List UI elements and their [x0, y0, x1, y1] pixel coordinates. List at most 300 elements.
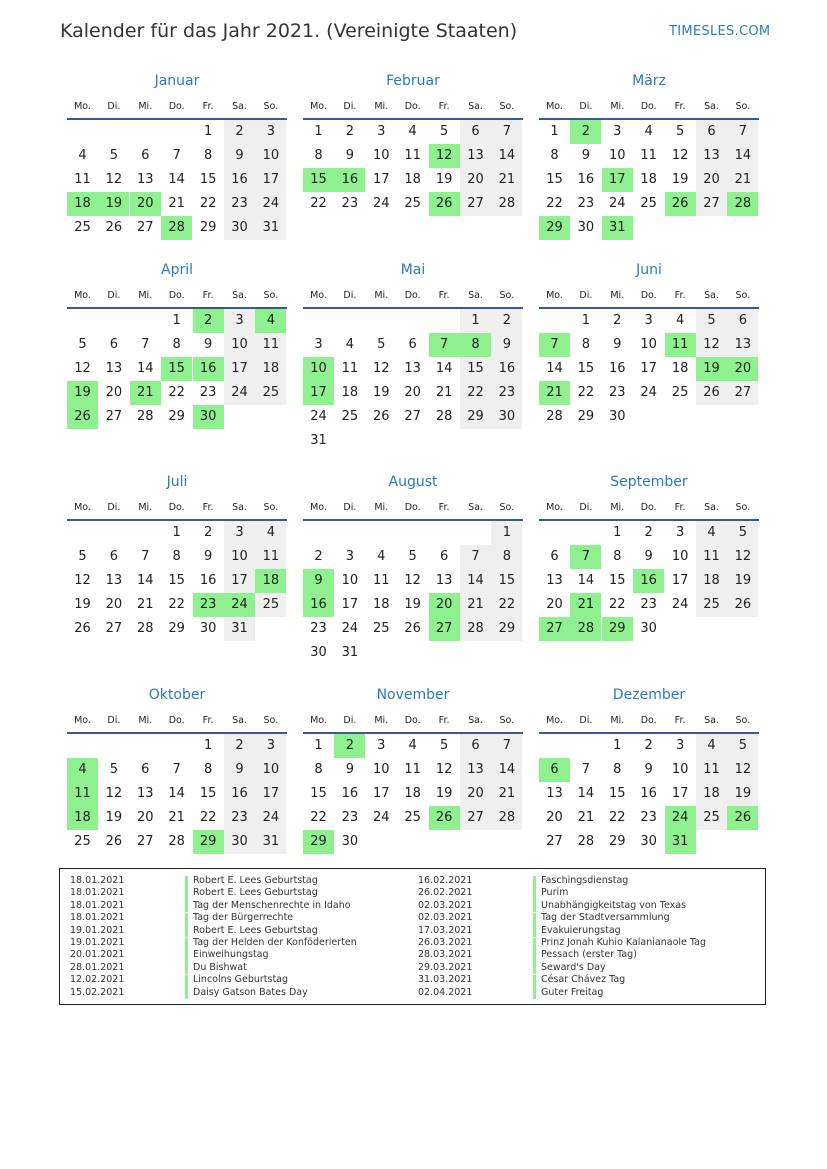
day-cell[interactable]: 30	[640, 621, 657, 636]
holiday-day-cell[interactable]: 28	[727, 192, 758, 216]
day-cell[interactable]: 13	[460, 144, 491, 168]
day-cell[interactable]: 13	[137, 786, 154, 801]
day-cell[interactable]: 25	[341, 409, 359, 424]
day-cell[interactable]: 22	[577, 385, 595, 400]
day-cell[interactable]: 26	[105, 220, 123, 235]
day-cell[interactable]: 11	[373, 573, 390, 588]
day-cell[interactable]: 28	[491, 192, 522, 216]
day-cell[interactable]: 8	[172, 549, 181, 564]
holiday-day-cell[interactable]: 18	[67, 192, 98, 216]
day-cell[interactable]: 31	[255, 216, 286, 240]
day-cell[interactable]: 3	[675, 525, 685, 540]
day-cell[interactable]: 17	[255, 168, 286, 192]
day-cell[interactable]: 16	[577, 172, 595, 187]
day-cell[interactable]: 1	[203, 124, 213, 139]
day-cell[interactable]: 14	[460, 569, 491, 593]
day-cell[interactable]: 5	[727, 734, 758, 758]
day-cell[interactable]: 11	[255, 333, 286, 357]
day-cell[interactable]: 18	[696, 569, 727, 593]
day-cell[interactable]: 10	[640, 337, 657, 352]
day-cell[interactable]: 24	[640, 385, 657, 400]
day-cell[interactable]: 13	[460, 758, 491, 782]
day-cell[interactable]: 6	[109, 549, 119, 564]
day-cell[interactable]: 14	[577, 573, 595, 588]
day-cell[interactable]: 27	[404, 409, 421, 424]
day-cell[interactable]: 6	[141, 762, 150, 777]
day-cell[interactable]: 13	[137, 172, 154, 187]
day-cell[interactable]: 15	[546, 172, 563, 187]
day-cell[interactable]: 18	[341, 385, 359, 400]
holiday-day-cell[interactable]: 28	[161, 216, 192, 240]
day-cell[interactable]: 6	[408, 337, 417, 352]
holiday-day-cell[interactable]: 26	[665, 192, 696, 216]
holiday-day-cell[interactable]: 15	[161, 357, 192, 381]
day-cell[interactable]: 4	[675, 313, 685, 328]
day-cell[interactable]: 23	[199, 385, 217, 400]
day-cell[interactable]: 31	[255, 830, 286, 854]
day-cell[interactable]: 3	[377, 738, 386, 753]
day-cell[interactable]: 3	[377, 124, 386, 139]
day-cell[interactable]: 4	[345, 337, 355, 352]
day-cell[interactable]: 28	[546, 409, 563, 424]
day-cell[interactable]: 11	[696, 545, 727, 569]
holiday-day-cell[interactable]: 26	[67, 405, 98, 429]
day-cell[interactable]: 2	[644, 738, 653, 753]
day-cell[interactable]: 30	[609, 409, 626, 424]
day-cell[interactable]: 28	[460, 617, 491, 641]
day-cell[interactable]: 13	[105, 361, 123, 376]
day-cell[interactable]: 29	[168, 621, 185, 636]
day-cell[interactable]: 17	[671, 573, 689, 588]
day-cell[interactable]: 19	[727, 782, 758, 806]
day-cell[interactable]: 15	[609, 573, 626, 588]
day-cell[interactable]: 23	[224, 192, 255, 216]
day-cell[interactable]: 24	[671, 597, 689, 612]
holiday-day-cell[interactable]: 20	[130, 192, 161, 216]
day-cell[interactable]: 29	[168, 409, 185, 424]
day-cell[interactable]: 6	[141, 148, 150, 163]
holiday-day-cell[interactable]: 27	[539, 617, 570, 641]
day-cell[interactable]: 26	[696, 381, 727, 405]
day-cell[interactable]: 29	[491, 617, 522, 641]
day-cell[interactable]: 21	[435, 385, 453, 400]
holiday-day-cell[interactable]: 16	[303, 593, 334, 617]
day-cell[interactable]: 1	[460, 309, 491, 333]
day-cell[interactable]: 17	[255, 782, 286, 806]
day-cell[interactable]: 7	[141, 337, 150, 352]
day-cell[interactable]: 15	[491, 569, 522, 593]
day-cell[interactable]: 16	[341, 786, 359, 801]
day-cell[interactable]: 16	[640, 786, 657, 801]
day-cell[interactable]: 4	[408, 124, 417, 139]
day-cell[interactable]: 3	[224, 521, 255, 545]
day-cell[interactable]: 19	[435, 172, 453, 187]
day-cell[interactable]: 7	[172, 148, 181, 163]
day-cell[interactable]: 5	[439, 124, 449, 139]
holiday-day-cell[interactable]: 31	[602, 216, 633, 240]
day-cell[interactable]: 8	[550, 148, 559, 163]
day-cell[interactable]: 3	[314, 337, 323, 352]
day-cell[interactable]: 12	[404, 573, 421, 588]
day-cell[interactable]: 31	[310, 433, 327, 448]
day-cell[interactable]: 27	[105, 409, 123, 424]
day-cell[interactable]: 30	[224, 830, 255, 854]
holiday-day-cell[interactable]: 17	[602, 168, 633, 192]
day-cell[interactable]: 25	[404, 196, 421, 211]
day-cell[interactable]: 18	[640, 172, 657, 187]
day-cell[interactable]: 16	[224, 782, 255, 806]
day-cell[interactable]: 8	[491, 545, 522, 569]
day-cell[interactable]: 29	[609, 834, 626, 849]
day-cell[interactable]: 1	[172, 313, 181, 328]
day-cell[interactable]: 28	[435, 409, 453, 424]
day-cell[interactable]: 12	[435, 762, 453, 777]
day-cell[interactable]: 3	[224, 309, 255, 333]
day-cell[interactable]: 20	[105, 597, 123, 612]
day-cell[interactable]: 17	[373, 786, 390, 801]
day-cell[interactable]: 14	[727, 144, 758, 168]
holiday-day-cell[interactable]: 6	[539, 758, 570, 782]
day-cell[interactable]: 27	[696, 192, 727, 216]
day-cell[interactable]: 28	[577, 834, 595, 849]
day-cell[interactable]: 10	[373, 148, 390, 163]
day-cell[interactable]: 14	[577, 786, 595, 801]
day-cell[interactable]: 14	[435, 361, 453, 376]
holiday-day-cell[interactable]: 15	[303, 168, 334, 192]
day-cell[interactable]: 23	[310, 621, 327, 636]
day-cell[interactable]: 3	[644, 313, 653, 328]
day-cell[interactable]: 24	[609, 196, 626, 211]
day-cell[interactable]: 26	[727, 593, 758, 617]
day-cell[interactable]: 4	[377, 549, 386, 564]
day-cell[interactable]: 30	[640, 834, 657, 849]
day-cell[interactable]: 25	[671, 385, 689, 400]
day-cell[interactable]: 2	[224, 734, 255, 758]
day-cell[interactable]: 1	[491, 521, 522, 545]
day-cell[interactable]: 18	[404, 172, 421, 187]
day-cell[interactable]: 20	[546, 597, 563, 612]
day-cell[interactable]: 5	[377, 337, 386, 352]
day-cell[interactable]: 14	[491, 144, 522, 168]
day-cell[interactable]: 14	[168, 172, 185, 187]
day-cell[interactable]: 9	[224, 144, 255, 168]
day-cell[interactable]: 25	[373, 621, 390, 636]
day-cell[interactable]: 14	[491, 758, 522, 782]
day-cell[interactable]: 13	[546, 573, 563, 588]
day-cell[interactable]: 5	[408, 549, 417, 564]
day-cell[interactable]: 25	[640, 196, 657, 211]
day-cell[interactable]: 22	[491, 593, 522, 617]
day-cell[interactable]: 1	[613, 738, 622, 753]
day-cell[interactable]: 11	[404, 148, 421, 163]
day-cell[interactable]: 27	[727, 381, 758, 405]
day-cell[interactable]: 24	[373, 196, 390, 211]
day-cell[interactable]: 22	[168, 385, 185, 400]
day-cell[interactable]: 12	[105, 172, 123, 187]
day-cell[interactable]: 10	[341, 573, 359, 588]
day-cell[interactable]: 19	[74, 597, 91, 612]
day-cell[interactable]: 18	[373, 597, 390, 612]
day-cell[interactable]: 14	[168, 786, 185, 801]
day-cell[interactable]: 29	[460, 405, 491, 429]
day-cell[interactable]: 7	[172, 762, 181, 777]
day-cell[interactable]: 25	[74, 834, 91, 849]
day-cell[interactable]: 12	[74, 361, 91, 376]
day-cell[interactable]: 28	[491, 806, 522, 830]
day-cell[interactable]: 25	[404, 810, 421, 825]
holiday-day-cell[interactable]: 19	[696, 357, 727, 381]
day-cell[interactable]: 11	[341, 361, 359, 376]
day-cell[interactable]: 23	[491, 381, 522, 405]
day-cell[interactable]: 4	[696, 521, 727, 545]
day-cell[interactable]: 12	[105, 786, 123, 801]
day-cell[interactable]: 4	[644, 124, 653, 139]
holiday-day-cell[interactable]: 30	[193, 405, 224, 429]
day-cell[interactable]: 12	[727, 545, 758, 569]
day-cell[interactable]: 23	[640, 810, 657, 825]
holiday-day-cell[interactable]: 28	[570, 617, 601, 641]
day-cell[interactable]: 19	[727, 569, 758, 593]
day-cell[interactable]: 24	[341, 621, 359, 636]
day-cell[interactable]: 18	[404, 786, 421, 801]
day-cell[interactable]: 9	[644, 549, 653, 564]
day-cell[interactable]: 28	[137, 409, 154, 424]
day-cell[interactable]: 10	[609, 148, 626, 163]
day-cell[interactable]: 12	[74, 573, 91, 588]
day-cell[interactable]: 29	[199, 220, 217, 235]
day-cell[interactable]: 7	[460, 545, 491, 569]
day-cell[interactable]: 21	[727, 168, 758, 192]
day-cell[interactable]: 26	[404, 621, 421, 636]
day-cell[interactable]: 11	[74, 172, 91, 187]
day-cell[interactable]: 9	[224, 758, 255, 782]
day-cell[interactable]: 22	[310, 196, 327, 211]
day-cell[interactable]: 9	[203, 549, 213, 564]
holiday-day-cell[interactable]: 10	[303, 357, 334, 381]
day-cell[interactable]: 17	[224, 357, 255, 381]
day-cell[interactable]: 15	[609, 786, 626, 801]
day-cell[interactable]: 10	[224, 333, 255, 357]
day-cell[interactable]: 20	[460, 168, 491, 192]
day-cell[interactable]: 4	[408, 738, 417, 753]
day-cell[interactable]: 6	[727, 309, 758, 333]
day-cell[interactable]: 10	[373, 762, 390, 777]
day-cell[interactable]: 24	[373, 810, 390, 825]
holiday-day-cell[interactable]: 7	[539, 333, 570, 357]
holiday-day-cell[interactable]: 27	[429, 617, 460, 641]
day-cell[interactable]: 9	[491, 333, 522, 357]
day-cell[interactable]: 26	[74, 621, 91, 636]
holiday-day-cell[interactable]: 24	[665, 806, 696, 830]
day-cell[interactable]: 12	[727, 758, 758, 782]
holiday-day-cell[interactable]: 7	[429, 333, 460, 357]
day-cell[interactable]: 24	[310, 409, 327, 424]
day-cell[interactable]: 28	[137, 621, 154, 636]
day-cell[interactable]: 22	[460, 381, 491, 405]
day-cell[interactable]: 2	[203, 525, 213, 540]
day-cell[interactable]: 20	[696, 168, 727, 192]
day-cell[interactable]: 14	[137, 573, 154, 588]
day-cell[interactable]: 11	[640, 148, 657, 163]
day-cell[interactable]: 7	[141, 549, 150, 564]
day-cell[interactable]: 13	[696, 144, 727, 168]
holiday-day-cell[interactable]: 16	[334, 168, 365, 192]
day-cell[interactable]: 1	[314, 124, 323, 139]
day-cell[interactable]: 21	[577, 810, 595, 825]
holiday-day-cell[interactable]: 29	[193, 830, 224, 854]
day-cell[interactable]: 13	[546, 786, 563, 801]
holiday-day-cell[interactable]: 2	[193, 309, 224, 333]
day-cell[interactable]: 22	[609, 810, 626, 825]
day-cell[interactable]: 3	[255, 120, 286, 144]
day-cell[interactable]: 10	[671, 762, 689, 777]
holiday-day-cell[interactable]: 24	[224, 593, 255, 617]
holiday-day-cell[interactable]: 29	[303, 830, 334, 854]
day-cell[interactable]: 19	[435, 786, 453, 801]
day-cell[interactable]: 21	[137, 597, 154, 612]
day-cell[interactable]: 15	[460, 357, 491, 381]
day-cell[interactable]: 29	[577, 409, 595, 424]
day-cell[interactable]: 18	[255, 357, 286, 381]
holiday-day-cell[interactable]: 4	[255, 309, 286, 333]
day-cell[interactable]: 12	[696, 333, 727, 357]
holiday-day-cell[interactable]: 11	[665, 333, 696, 357]
day-cell[interactable]: 20	[546, 810, 563, 825]
holiday-day-cell[interactable]: 26	[727, 806, 758, 830]
holiday-day-cell[interactable]: 21	[130, 381, 161, 405]
day-cell[interactable]: 22	[546, 196, 563, 211]
day-cell[interactable]: 3	[613, 124, 622, 139]
day-cell[interactable]: 9	[581, 148, 591, 163]
day-cell[interactable]: 5	[696, 309, 727, 333]
day-cell[interactable]: 25	[255, 593, 286, 617]
day-cell[interactable]: 13	[435, 573, 453, 588]
day-cell[interactable]: 9	[613, 337, 622, 352]
day-cell[interactable]: 19	[373, 385, 390, 400]
day-cell[interactable]: 1	[203, 738, 213, 753]
day-cell[interactable]: 21	[491, 168, 522, 192]
day-cell[interactable]: 20	[404, 385, 421, 400]
day-cell[interactable]: 2	[345, 124, 355, 139]
holiday-day-cell[interactable]: 16	[193, 357, 224, 381]
day-cell[interactable]: 4	[696, 734, 727, 758]
day-cell[interactable]: 10	[255, 144, 286, 168]
day-cell[interactable]: 24	[224, 381, 255, 405]
day-cell[interactable]: 8	[314, 762, 323, 777]
day-cell[interactable]: 17	[373, 172, 390, 187]
day-cell[interactable]: 22	[199, 810, 217, 825]
day-cell[interactable]: 23	[609, 385, 626, 400]
day-cell[interactable]: 3	[345, 549, 355, 564]
day-cell[interactable]: 2	[224, 120, 255, 144]
day-cell[interactable]: 17	[224, 569, 255, 593]
holiday-day-cell[interactable]: 26	[429, 806, 460, 830]
day-cell[interactable]: 11	[255, 545, 286, 569]
day-cell[interactable]: 9	[644, 762, 653, 777]
day-cell[interactable]: 22	[609, 597, 626, 612]
holiday-day-cell[interactable]: 20	[727, 357, 758, 381]
day-cell[interactable]: 9	[345, 148, 355, 163]
day-cell[interactable]: 16	[609, 361, 626, 376]
day-cell[interactable]: 15	[168, 573, 185, 588]
holiday-day-cell[interactable]: 16	[633, 569, 664, 593]
day-cell[interactable]: 23	[341, 810, 359, 825]
holiday-day-cell[interactable]: 20	[429, 593, 460, 617]
day-cell[interactable]: 18	[696, 782, 727, 806]
day-cell[interactable]: 10	[671, 549, 689, 564]
day-cell[interactable]: 16	[224, 168, 255, 192]
day-cell[interactable]: 31	[341, 645, 359, 660]
day-cell[interactable]: 28	[168, 834, 185, 849]
day-cell[interactable]: 3	[675, 738, 685, 753]
day-cell[interactable]: 27	[137, 220, 154, 235]
day-cell[interactable]: 25	[696, 806, 727, 830]
day-cell[interactable]: 22	[199, 196, 217, 211]
day-cell[interactable]: 13	[404, 361, 421, 376]
holiday-day-cell[interactable]: 19	[98, 192, 129, 216]
day-cell[interactable]: 20	[105, 385, 123, 400]
day-cell[interactable]: 6	[696, 120, 727, 144]
day-cell[interactable]: 7	[581, 762, 591, 777]
day-cell[interactable]: 25	[696, 593, 727, 617]
holiday-day-cell[interactable]: 11	[67, 782, 98, 806]
day-cell[interactable]: 27	[137, 834, 154, 849]
day-cell[interactable]: 15	[310, 786, 327, 801]
holiday-day-cell[interactable]: 29	[539, 216, 570, 240]
day-cell[interactable]: 19	[105, 810, 123, 825]
day-cell[interactable]: 19	[404, 597, 421, 612]
day-cell[interactable]: 14	[546, 361, 563, 376]
day-cell[interactable]: 8	[314, 148, 323, 163]
day-cell[interactable]: 27	[460, 192, 491, 216]
day-cell[interactable]: 13	[727, 333, 758, 357]
day-cell[interactable]: 30	[491, 405, 522, 429]
holiday-day-cell[interactable]: 17	[303, 381, 334, 405]
holiday-day-cell[interactable]: 7	[570, 545, 601, 569]
day-cell[interactable]: 31	[224, 617, 255, 641]
day-cell[interactable]: 25	[255, 381, 286, 405]
day-cell[interactable]: 6	[439, 549, 449, 564]
day-cell[interactable]: 2	[644, 525, 653, 540]
holiday-day-cell[interactable]: 23	[193, 593, 224, 617]
day-cell[interactable]: 2	[314, 549, 323, 564]
day-cell[interactable]: 3	[255, 734, 286, 758]
day-cell[interactable]: 12	[373, 361, 390, 376]
holiday-day-cell[interactable]: 21	[570, 593, 601, 617]
day-cell[interactable]: 12	[671, 148, 689, 163]
day-cell[interactable]: 5	[439, 738, 449, 753]
day-cell[interactable]: 23	[577, 196, 595, 211]
day-cell[interactable]: 8	[581, 337, 591, 352]
day-cell[interactable]: 9	[345, 762, 355, 777]
day-cell[interactable]: 5	[109, 148, 119, 163]
day-cell[interactable]: 30	[224, 216, 255, 240]
day-cell[interactable]: 16	[491, 357, 522, 381]
day-cell[interactable]: 10	[224, 545, 255, 569]
day-cell[interactable]: 19	[671, 172, 689, 187]
day-cell[interactable]: 5	[78, 337, 87, 352]
holiday-day-cell[interactable]: 31	[665, 830, 696, 854]
day-cell[interactable]: 24	[255, 806, 286, 830]
day-cell[interactable]: 30	[577, 220, 595, 235]
day-cell[interactable]: 26	[373, 409, 390, 424]
day-cell[interactable]: 10	[255, 758, 286, 782]
day-cell[interactable]: 4	[78, 148, 87, 163]
day-cell[interactable]: 21	[168, 810, 185, 825]
day-cell[interactable]: 22	[168, 597, 185, 612]
holiday-day-cell[interactable]: 9	[303, 569, 334, 593]
day-cell[interactable]: 1	[550, 124, 559, 139]
